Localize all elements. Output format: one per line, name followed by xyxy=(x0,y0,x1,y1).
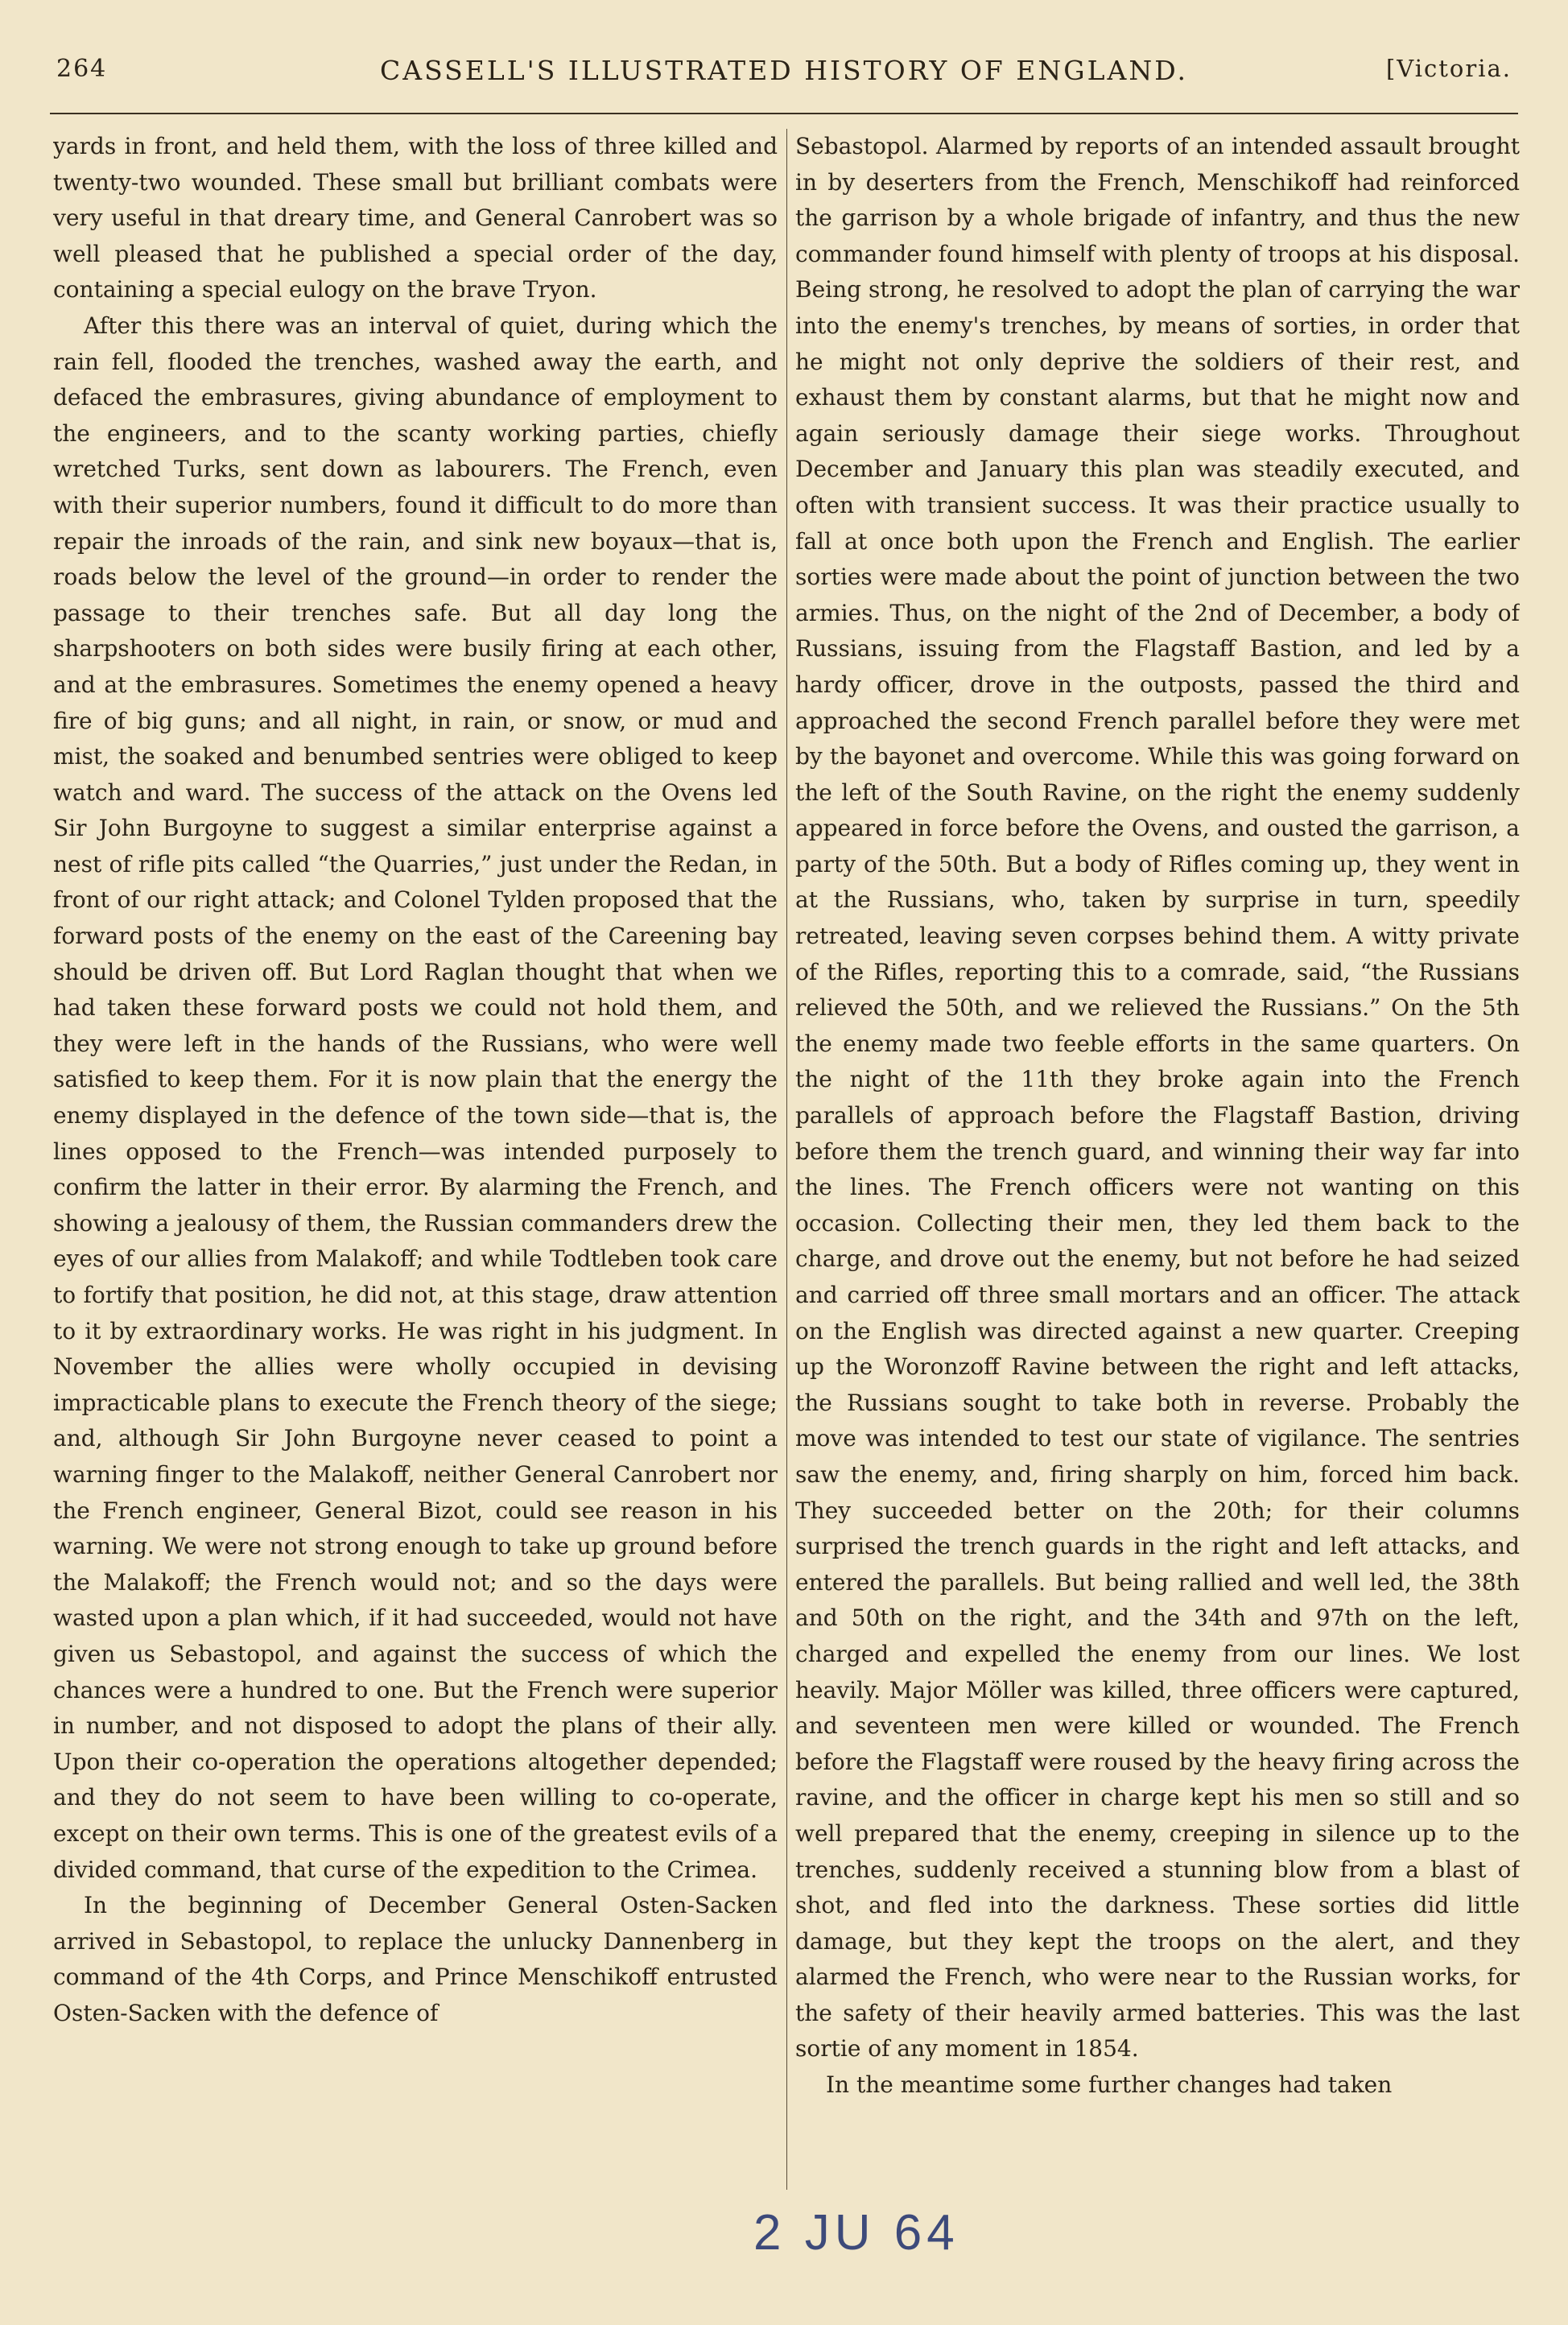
date-stamp: 2 JU 64 xyxy=(753,2205,959,2261)
text-columns xyxy=(53,129,1520,2194)
paragraph: Sebastopol. Alarmed by reports of an intended assault brought in by deserters from the French, Menschikoff had reinforced the garrison by a whole brigade of infantry, and thus the new commander found himself with plenty of troops at his disposal. Being strong, he resolved to adopt the plan of carrying the war into the enemy's trenches, by means of sorties, in order that he might not only deprive the soldiers of their rest, and exhaust them by constant alarms, but that he might now and again seriously damage their siege works. Throughout December and January this plan was steadily executed, and often with transient success. It was their practice usually to fall at once both upon the French and English. The earlier sorties were made about the point of junction between the two armies. Thus, on the night of the 2nd of December, a body of Russians, issuing from the Flagstaff Bastion, and led by a hardy officer, drove in the outposts, passed the third and approached the second French parallel before they were met by the bayonet and overcome. While this was going forward on the left of the South Ravine, on the right the enemy suddenly appeared in force before the Ovens, and ousted the garrison, a party of the 50th. But a body of Rifles coming up, they went in at the Russians, who, taken by surprise in turn, speedily retreated, leaving seven corpses behind them. A witty private of the Rifles, reporting this to a comrade, said, “the Russians relieved the 50th, and we relieved the Russians.” On the 5th the enemy made two feeble efforts in the same quarters. On the night of the 11th they broke again into the French parallels of approach before the Flagstaff Bastion, driving before them the trench guard, and winning their way far into the lines. The French officers were not wanting on this occasion. Collecting their men, they led them back to the charge, and drove out the enemy, but not before he had seized and carried off three small mortars and an officer. The attack on the English was directed against a new quarter. Creeping up the Woronzoff Ravine between the right and left attacks, the Russians sought to take both in reverse. Probably the move was intended to test our state of vigilance. The sentries saw the enemy, and, firing sharply on him, forced him back. They succeeded better on the 20th; for their columns surprised the trench guards in the right and left attacks, and entered the parallels. But being rallied and well led, the 38th and 50th on the right, and the 34th and 97th on the left, charged and expelled the enemy from our lines. We lost heavily. Major Möller was killed, three officers were captured, and seventeen men were killed or wounded. The French before the Flagstaff were roused by the heavy firing across the ravine, and the officer in charge kept his men so still and so well prepared that the enemy, creeping in silence up to the trenches, suddenly received a stunning blow from a blast of shot, and fled into the darkness. These sorties did little damage, but they kept the troops on the alert, and they alarmed the French, who were near to the Russian works, for the safety of their heavily armed batteries. This was the last sortie of any moment in 1854. xyxy=(795,133,1520,2063)
header-rule xyxy=(50,113,1518,114)
paragraph: yards in front, and held them, with the loss of three killed and twenty-two wounded. These small but brilliant combats were very useful in that dreary time, and General Canrobert was so well pleased that he published a special order of the day, containing a special eulogy on the brave Tryon. xyxy=(53,133,778,304)
running-title: CASSELL'S ILLUSTRATED HISTORY OF ENGLAND. xyxy=(380,55,1188,86)
section-label: [Victoria. xyxy=(1385,55,1512,82)
paragraph: After this there was an interval of quiet, during which the rain fell, flooded the trenches, washed away the earth, and defaced the embrasures, giving abundance of employment to the engineers, and to the scanty working parties, chiefly wretched Turks, sent down as labourers. The French, even with their superior numbers, found it difficult to do more than repair the inroads of the rain, and sink new boyaux—that is, roads below the level of the ground—in order to render the passage to their trenches safe. But all day long the sharpshooters on both sides were busily firing at each other, and at the embrasures. Sometimes the enemy opened a heavy fire of big guns; and all night, in rain, or snow, or mud and mist, the soaked and benumbed sentries were obliged to keep watch and ward. The success of the attack on the Ovens led Sir John Burgoyne to suggest a similar enterprise against a nest of rifle pits called “the Quarries,” just under the Redan, in front of our right attack; and Colonel Tylden proposed that the forward posts of the enemy on the east of the Careening bay should be driven off. But Lord Raglan thought that when we had taken these forward posts we could not hold them, and they were left in the hands of the Russians, who were well satisfied to keep them. For it is now plain that the energy the enemy displayed in the defence of the town side—that is, the lines opposed to the French—was intended purposely to confirm the latter in their error. By alarming the French, and showing a jealousy of them, the Russian commanders drew the eyes of our allies from Malakoff; and while Todtleben took care to fortify that position, he did not, at this stage, draw attention to it by extraordinary works. He was right in his judgment. In November the allies were wholly occupied in devising impracticable plans to execute the French theory of the siege; and, although Sir John Burgoyne never ceased to point a warning finger to the Malakoff, neither General Canrobert nor the French engineer, General Bizot, could see reason in his warning. We were not strong enough to take up ground before the Malakoff; the French would not; and so the days were wasted upon a plan which, if it had succeeded, would not have given us Sebastopol, and against the success of which the chances were a hundred to one. But the French were superior in number, and not disposed to adopt the plans of their ally. Upon their co-operation the operations altogether depended; and they do not seem to have been willing to co-operate, except on their own terms. This is one of the greatest evils of a divided command, that curse of the expedition to the Crimea. xyxy=(53,312,778,1883)
column-divider xyxy=(786,129,787,2190)
right-column xyxy=(795,129,1520,2194)
left-column xyxy=(53,129,778,2194)
paragraph: In the meantime some further changes had taken xyxy=(826,2071,1393,2099)
page-number: 264 xyxy=(56,55,108,83)
running-header xyxy=(56,55,1512,103)
paragraph: In the beginning of December General Osten-Sacken arrived in Sebastopol, to replace the unlucky Dannenberg in command of the 4th Corps, and Prince Menschikoff entrusted Osten-Sacken with the defence of xyxy=(53,1892,778,2026)
